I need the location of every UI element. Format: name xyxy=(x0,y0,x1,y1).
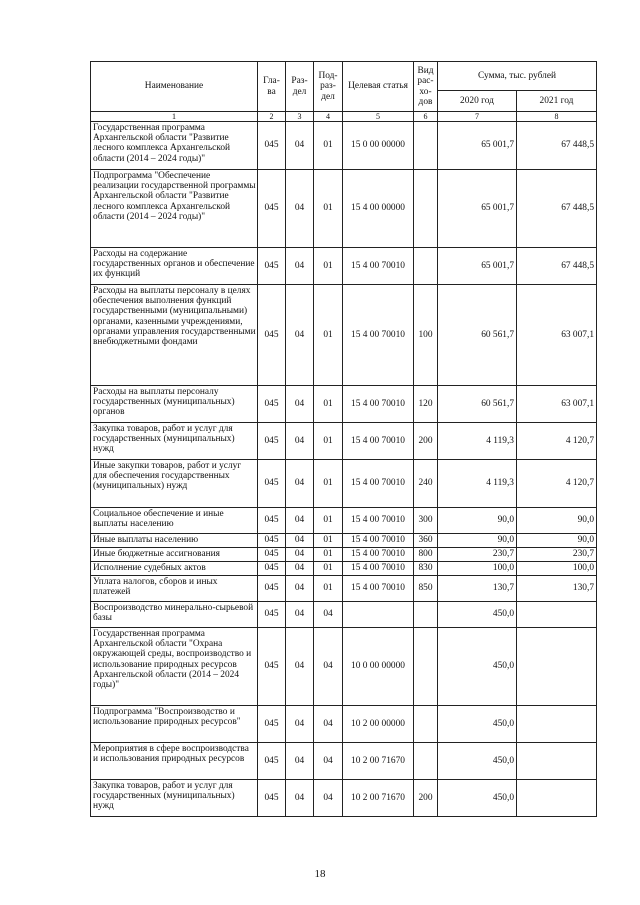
cell-podrazdel: 04 xyxy=(314,743,343,780)
cell-glava: 045 xyxy=(258,122,286,170)
cell-target: 15 4 00 70010 xyxy=(343,248,414,285)
cell-glava: 045 xyxy=(258,576,286,602)
cell-2020: 450,0 xyxy=(438,628,517,706)
cell-vid xyxy=(414,170,438,248)
header-razdel: Раз-дел xyxy=(286,62,314,112)
cell-razdel: 04 xyxy=(286,508,314,534)
column-number: 7 xyxy=(438,112,517,122)
cell-vid: 120 xyxy=(414,386,438,423)
cell-podrazdel: 01 xyxy=(314,386,343,423)
header-target: Целевая статья xyxy=(343,62,414,112)
column-number: 8 xyxy=(517,112,597,122)
cell-2020: 65 001,7 xyxy=(438,248,517,285)
cell-2021: 4 120,7 xyxy=(517,460,597,508)
cell-razdel: 04 xyxy=(286,562,314,576)
header-glava: Гла-ва xyxy=(258,62,286,112)
cell-razdel: 04 xyxy=(286,122,314,170)
cell-name: Мероприятия в сфере воспроизводства и использования природных ресурсов xyxy=(91,743,258,780)
cell-2020: 450,0 xyxy=(438,706,517,743)
cell-2021: 4 120,7 xyxy=(517,423,597,460)
cell-target: 15 4 00 70010 xyxy=(343,576,414,602)
cell-podrazdel: 01 xyxy=(314,285,343,386)
cell-name: Подпрограмма "Обеспечение реализации государственной программы Архангельской области "Развитие лесного комплекса Архангельской области (2014 – 2024 годы)" xyxy=(91,170,258,248)
cell-razdel: 04 xyxy=(286,534,314,548)
table-row xyxy=(91,248,597,285)
cell-name: Иные выплаты населению xyxy=(91,534,258,548)
cell-target: 10 2 00 00000 xyxy=(343,706,414,743)
cell-podrazdel: 04 xyxy=(314,780,343,817)
cell-2021: 67 448,5 xyxy=(517,248,597,285)
header-year-2020: 2020 год xyxy=(438,91,517,112)
cell-2021: 90,0 xyxy=(517,508,597,534)
cell-target: 15 4 00 00000 xyxy=(343,170,414,248)
cell-razdel: 04 xyxy=(286,780,314,817)
table-row xyxy=(91,122,597,170)
cell-2020: 60 561,7 xyxy=(438,386,517,423)
cell-name: Исполнение судебных актов xyxy=(91,562,258,576)
cell-razdel: 04 xyxy=(286,423,314,460)
cell-razdel: 04 xyxy=(286,170,314,248)
cell-name: Иные закупки товаров, работ и услуг для обеспечения государственных (муниципальных) нужд xyxy=(91,460,258,508)
table-row xyxy=(91,628,597,706)
cell-2021 xyxy=(517,706,597,743)
cell-2021: 230,7 xyxy=(517,548,597,562)
cell-target: 15 4 00 70010 xyxy=(343,508,414,534)
cell-name: Расходы на выплаты персоналу в целях обеспечения выполнения функций государственными (муниципальными) органами, казенными учреждениями, органами управления государственными внебюджетными фондами xyxy=(91,285,258,386)
cell-name: Социальное обеспечение и иные выплаты населению xyxy=(91,508,258,534)
cell-glava: 045 xyxy=(258,534,286,548)
cell-2020: 90,0 xyxy=(438,508,517,534)
budget-table xyxy=(90,61,597,817)
table-row xyxy=(91,386,597,423)
table-row xyxy=(91,602,597,628)
cell-razdel: 04 xyxy=(286,386,314,423)
cell-razdel: 04 xyxy=(286,285,314,386)
cell-name: Закупка товаров, работ и услуг для государственных (муниципальных) нужд xyxy=(91,423,258,460)
cell-vid: 360 xyxy=(414,534,438,548)
cell-razdel: 04 xyxy=(286,460,314,508)
column-number: 6 xyxy=(414,112,438,122)
cell-glava: 045 xyxy=(258,386,286,423)
cell-podrazdel: 01 xyxy=(314,548,343,562)
column-number: 1 xyxy=(91,112,258,122)
cell-2020: 130,7 xyxy=(438,576,517,602)
cell-glava: 045 xyxy=(258,248,286,285)
cell-glava: 045 xyxy=(258,508,286,534)
cell-glava: 045 xyxy=(258,460,286,508)
cell-vid xyxy=(414,628,438,706)
cell-target: 15 4 00 70010 xyxy=(343,548,414,562)
cell-glava: 045 xyxy=(258,562,286,576)
cell-podrazdel: 01 xyxy=(314,170,343,248)
cell-vid: 240 xyxy=(414,460,438,508)
cell-podrazdel: 01 xyxy=(314,508,343,534)
cell-podrazdel: 04 xyxy=(314,706,343,743)
cell-name: Государственная программа Архангельской области "Охрана окружающей среды, воспроизводство и использование природных ресурсов Архангельской области (2014 – 2024 годы)" xyxy=(91,628,258,706)
cell-vid: 100 xyxy=(414,285,438,386)
cell-razdel: 04 xyxy=(286,248,314,285)
cell-2021: 90,0 xyxy=(517,534,597,548)
cell-2020: 65 001,7 xyxy=(438,122,517,170)
table-row xyxy=(91,423,597,460)
cell-target: 10 0 00 00000 xyxy=(343,628,414,706)
column-number: 2 xyxy=(258,112,286,122)
cell-vid: 300 xyxy=(414,508,438,534)
cell-2020: 90,0 xyxy=(438,534,517,548)
cell-podrazdel: 01 xyxy=(314,460,343,508)
cell-vid: 850 xyxy=(414,576,438,602)
cell-glava: 045 xyxy=(258,423,286,460)
cell-vid xyxy=(414,602,438,628)
cell-2020: 60 561,7 xyxy=(438,285,517,386)
cell-2020: 4 119,3 xyxy=(438,423,517,460)
table-row xyxy=(91,780,597,817)
table-row xyxy=(91,576,597,602)
cell-target xyxy=(343,602,414,628)
cell-2021: 63 007,1 xyxy=(517,285,597,386)
cell-2021: 63 007,1 xyxy=(517,386,597,423)
cell-vid xyxy=(414,743,438,780)
column-number: 3 xyxy=(286,112,314,122)
cell-vid: 200 xyxy=(414,780,438,817)
header-year-2021: 2021 год xyxy=(517,91,597,112)
header-sum: Сумма, тыс. рублей xyxy=(438,62,597,91)
cell-vid xyxy=(414,706,438,743)
cell-podrazdel: 01 xyxy=(314,534,343,548)
table-row xyxy=(91,460,597,508)
table-row xyxy=(91,562,597,576)
cell-2020: 450,0 xyxy=(438,602,517,628)
column-number: 5 xyxy=(343,112,414,122)
cell-target: 10 2 00 71670 xyxy=(343,743,414,780)
cell-2021 xyxy=(517,780,597,817)
cell-target: 15 4 00 70010 xyxy=(343,534,414,548)
cell-name: Расходы на выплаты персоналу государственных (муниципальных) органов xyxy=(91,386,258,423)
cell-glava: 045 xyxy=(258,548,286,562)
table-row xyxy=(91,534,597,548)
cell-2021: 67 448,5 xyxy=(517,170,597,248)
column-number-row xyxy=(91,112,597,122)
cell-name: Закупка товаров, работ и услуг для государственных (муниципальных) нужд xyxy=(91,780,258,817)
cell-razdel: 04 xyxy=(286,576,314,602)
cell-target: 15 4 00 70010 xyxy=(343,423,414,460)
page-number: 18 xyxy=(314,868,326,880)
cell-razdel: 04 xyxy=(286,706,314,743)
cell-vid: 800 xyxy=(414,548,438,562)
cell-razdel: 04 xyxy=(286,602,314,628)
header-podrazdel: Под-раз-дел xyxy=(314,62,343,112)
table-body xyxy=(91,112,597,817)
table-row xyxy=(91,170,597,248)
cell-vid xyxy=(414,248,438,285)
cell-2021: 67 448,5 xyxy=(517,122,597,170)
cell-podrazdel: 01 xyxy=(314,248,343,285)
cell-podrazdel: 01 xyxy=(314,423,343,460)
cell-2020: 230,7 xyxy=(438,548,517,562)
cell-name: Воспроизводство минерально-сырьевой базы xyxy=(91,602,258,628)
cell-razdel: 04 xyxy=(286,548,314,562)
cell-glava: 045 xyxy=(258,628,286,706)
cell-glava: 045 xyxy=(258,602,286,628)
cell-name: Подпрограмма "Воспроизводство и использование природных ресурсов" xyxy=(91,706,258,743)
cell-2021 xyxy=(517,743,597,780)
cell-name: Иные бюджетные ассигнования xyxy=(91,548,258,562)
cell-glava: 045 xyxy=(258,706,286,743)
cell-glava: 045 xyxy=(258,170,286,248)
cell-vid: 200 xyxy=(414,423,438,460)
cell-target: 15 0 00 00000 xyxy=(343,122,414,170)
cell-podrazdel: 04 xyxy=(314,602,343,628)
header-name: Наименование xyxy=(91,62,258,112)
cell-target: 15 4 00 70010 xyxy=(343,562,414,576)
cell-name: Расходы на содержание государственных органов и обеспечение их функций xyxy=(91,248,258,285)
cell-vid xyxy=(414,122,438,170)
table-row xyxy=(91,285,597,386)
cell-target: 15 4 00 70010 xyxy=(343,386,414,423)
cell-2020: 450,0 xyxy=(438,743,517,780)
cell-2020: 65 001,7 xyxy=(438,170,517,248)
column-number: 4 xyxy=(314,112,343,122)
cell-podrazdel: 01 xyxy=(314,576,343,602)
cell-podrazdel: 01 xyxy=(314,562,343,576)
cell-2021: 100,0 xyxy=(517,562,597,576)
table-row xyxy=(91,508,597,534)
cell-razdel: 04 xyxy=(286,743,314,780)
cell-2021 xyxy=(517,628,597,706)
cell-podrazdel: 01 xyxy=(314,122,343,170)
table-row xyxy=(91,548,597,562)
cell-vid: 830 xyxy=(414,562,438,576)
cell-target: 15 4 00 70010 xyxy=(343,460,414,508)
cell-glava: 045 xyxy=(258,780,286,817)
cell-2021 xyxy=(517,602,597,628)
table-row xyxy=(91,706,597,743)
cell-target: 15 4 00 70010 xyxy=(343,285,414,386)
cell-2021: 130,7 xyxy=(517,576,597,602)
cell-razdel: 04 xyxy=(286,628,314,706)
cell-2020: 100,0 xyxy=(438,562,517,576)
cell-podrazdel: 04 xyxy=(314,628,343,706)
cell-2020: 4 119,3 xyxy=(438,460,517,508)
cell-name: Уплата налогов, сборов и иных платежей xyxy=(91,576,258,602)
cell-glava: 045 xyxy=(258,285,286,386)
cell-glava: 045 xyxy=(258,743,286,780)
header-vid: Вид рас-хо-дов xyxy=(414,62,438,112)
cell-target: 10 2 00 71670 xyxy=(343,780,414,817)
cell-name: Государственная программа Архангельской области "Развитие лесного комплекса Архангельской области (2014 – 2024 годы)" xyxy=(91,122,258,170)
cell-2020: 450,0 xyxy=(438,780,517,817)
table-row xyxy=(91,743,597,780)
